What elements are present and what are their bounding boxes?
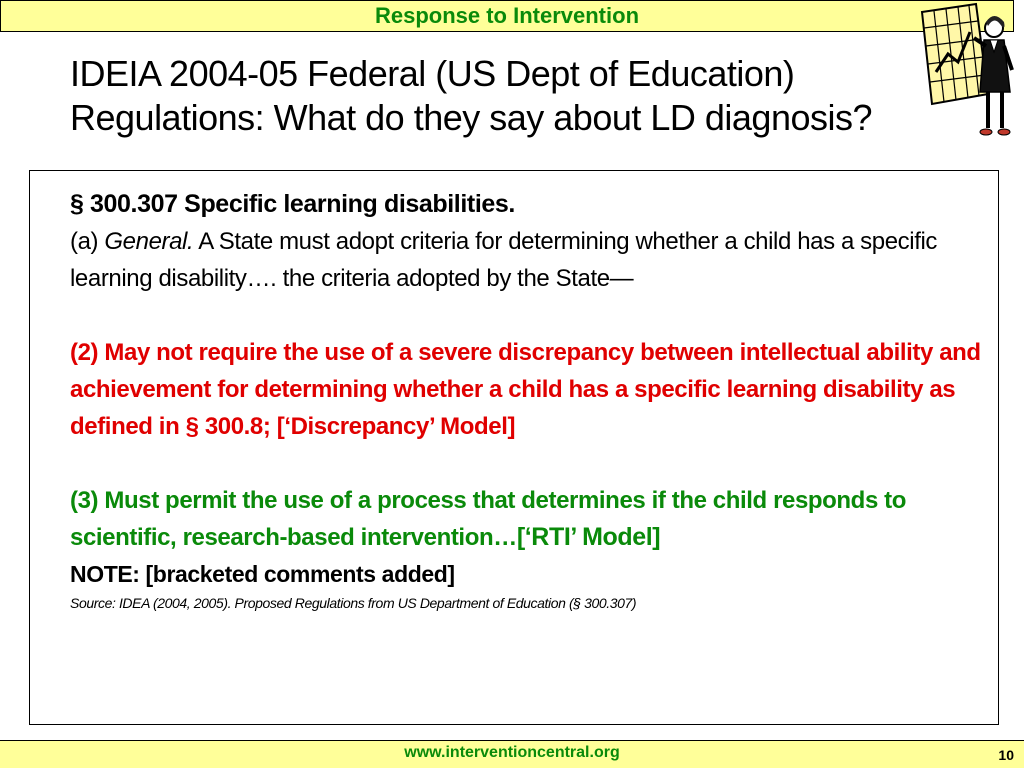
item-3-bracket: [‘RTI’ Model] xyxy=(516,523,661,551)
slide-title-line-2: Regulations: What do they say about LD diagnosis? xyxy=(70,97,873,138)
footer-url-link[interactable]: www.interventioncentral.org xyxy=(404,744,620,761)
bottom-banner xyxy=(0,740,1024,768)
item-3-text: (3) Must permit the use of a process that determines if the child responds to scientific, research-based intervention… xyxy=(70,487,907,551)
spacer xyxy=(70,445,990,482)
note: NOTE: [bracketed comments added] xyxy=(70,561,455,587)
paragraph-a xyxy=(70,223,990,297)
spacer xyxy=(70,297,990,334)
slide-body xyxy=(70,186,990,613)
item-3-rti xyxy=(70,482,990,556)
teacher-with-chart-icon xyxy=(918,2,1018,142)
source-citation: Source: IDEA (2004, 2005). Proposed Regulations from US Department of Education (§ 300.307) xyxy=(70,595,637,611)
page-number: 10 xyxy=(998,747,1014,763)
banner-title: Response to Intervention xyxy=(374,3,640,28)
paragraph-a-general: General. xyxy=(104,228,194,255)
item-2-discrepancy: (2) May not require the use of a severe discrepancy between intellectual ability and achievement for determining whether a child has a specific learning disability as defined in § 300.8; [‘Discrepancy’ Model] xyxy=(70,339,981,440)
paragraph-a-text: A State must adopt criteria for determining whether a child has a specific learning disability…. the criteria adopted by the State— xyxy=(70,228,937,292)
slide-title xyxy=(70,52,950,140)
paragraph-a-prefix: (a) xyxy=(70,228,105,255)
section-heading: § 300.307 Specific learning disabilities. xyxy=(70,190,515,218)
top-banner xyxy=(0,0,1014,32)
slide-title-line-1: IDEIA 2004-05 Federal (US Dept of Education) xyxy=(70,53,795,94)
